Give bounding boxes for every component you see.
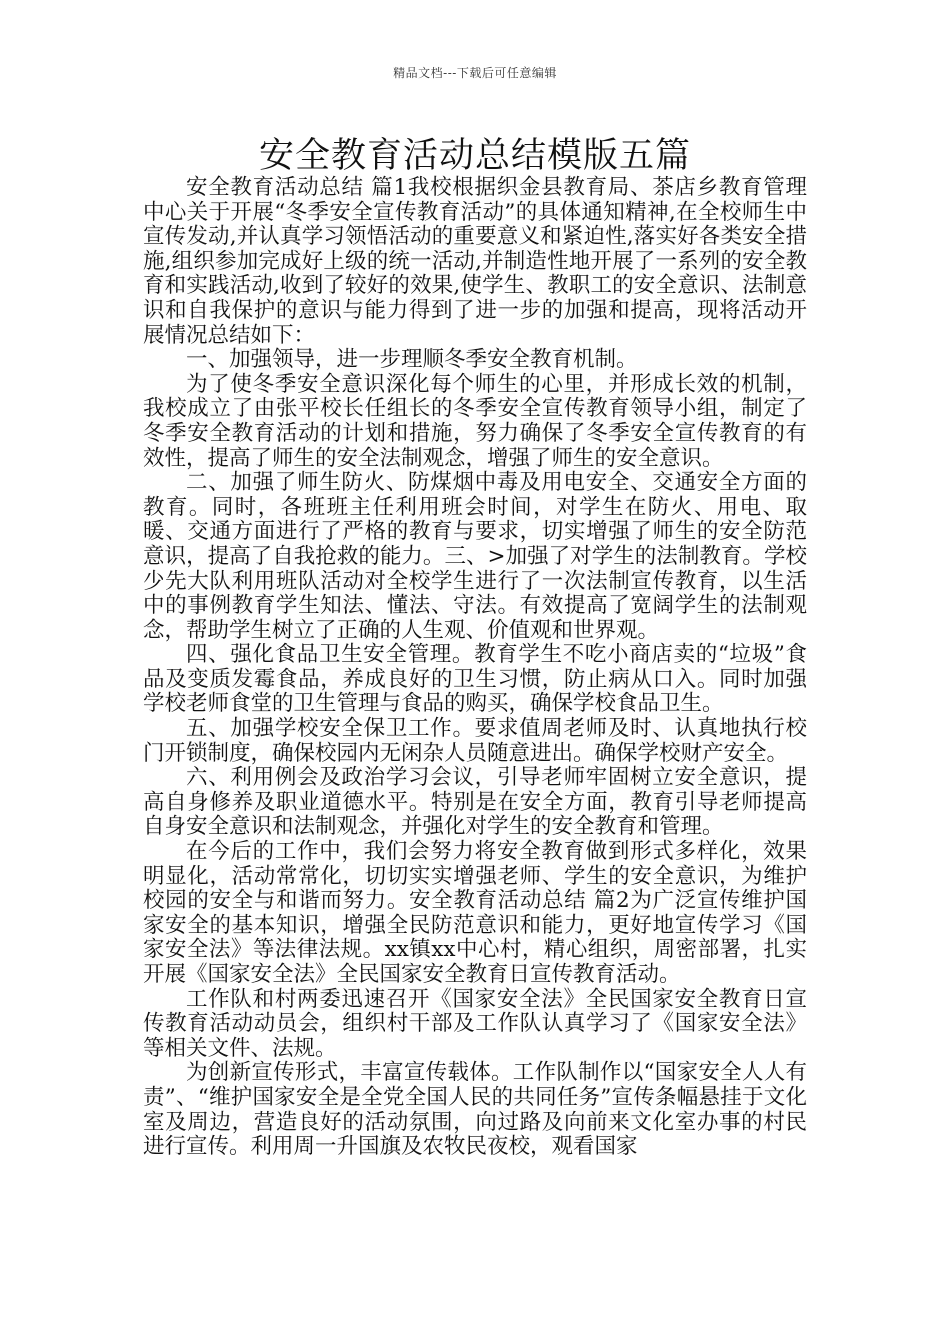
paragraph: 四、强化食品卫生安全管理。教育学生不吃小商店卖的“垃圾”食品及变质发霉食品，养成良好的卫生习惯，防止病从口入。同时加强学校老师食堂的卫生管理与食品的购买，确保学校食品卫生。 bbox=[143, 642, 807, 717]
paragraph: 工作队和村两委迅速召开《国家安全法》全民国家安全教育日宣传教育活动动员会，组织村干部及工作队认真学习了《国家安全法》等相关文件、法规。 bbox=[143, 986, 807, 1061]
paragraph: 六、利用例会及政治学习会议，引导老师牢固树立安全意识，提高自身修养及职业道德水平。特别是在安全方面，教育引导老师提高自身安全意识和法制观念，并强化对学生的安全教育和管理。 bbox=[143, 765, 807, 840]
paragraph: 五、加强学校安全保卫工作。要求值周老师及时、认真地执行校门开锁制度，确保校园内无闲杂人员随意进出。确保学校财产安全。 bbox=[143, 716, 807, 766]
document-body bbox=[143, 176, 807, 1160]
paragraph: 安全教育活动总结 篇1我校根据织金县教育局、茶店乡教育管理中心关于开展“冬季安全宣传教育活动”的具体通知精神,在全校师生中宣传发动,并认真学习领悟活动的重要意义和紧迫性,落实好各类安全措施,组织参加完成好上级的统一活动,并制造性地开展了一系列的安全教育和实践活动,收到了较好的效果,使学生、教职工的安全意识、法制意识和自我保护的意识与能力得到了进一步的加强和提高，现将活动开展情况总结如下： bbox=[143, 175, 807, 348]
paragraph: 在今后的工作中，我们会努力将安全教育做到形式多样化，效果明显化，活动常常化，切切实实增强老师、学生的安全意识，为维护校园的安全与和谐而努力。安全教育活动总结 篇2为广泛宣传维护国家安全的基本知识，增强全民防范意识和能力，更好地宣传学习《国家安全法》等法律法规。xx镇xx中心村，精心组织，周密部署，扎实开展《国家安全法》全民国家安全教育日宣传教育活动。 bbox=[143, 839, 807, 987]
page-header: 精品文档---下载后可任意编辑 bbox=[393, 66, 557, 80]
paragraph: 为了使冬季安全意识深化每个师生的心里，并形成长效的机制，我校成立了由张平校长任组长的冬季安全宣传教育领导小组，制定了冬季安全教育活动的计划和措施，努力确保了冬季安全宣传教育的有效性，提高了师生的安全法制观念，增强了师生的安全意识。 bbox=[143, 371, 807, 471]
paragraph: 为创新宣传形式，丰富宣传载体。工作队制作以“国家安全人人有责”、“维护国家安全是全党全国人民的共同任务”宣传条幅悬挂于文化室及周边，营造良好的活动氛围，向过路及向前来文化室办事的村民进行宣传。利用周一升国旗及农牧民夜校，观看国家 bbox=[143, 1060, 807, 1160]
document-title: 安全教育活动总结模版五篇 bbox=[258, 136, 691, 176]
paragraph: 一、加强领导，进一步理顺冬季安全教育机制。 bbox=[186, 347, 638, 373]
paragraph: 二、加强了师生防火、防煤烟中毒及用电安全、交通安全方面的教育。同时，各班班主任利用班会时间，对学生在防火、用电、取暖、交通方面进行了严格的教育与要求，切实增强了师生的安全防范意识，提高了自我抢救的能力。三、>加强了对学生的法制教育。学校少先大队利用班队活动对全校学生进行了一次法制宣传教育，以生活中的事例教育学生知法、懂法、守法。有效提高了宽阔学生的法制观念，帮助学生树立了正确的人生观、价值观和世界观。 bbox=[143, 470, 807, 643]
